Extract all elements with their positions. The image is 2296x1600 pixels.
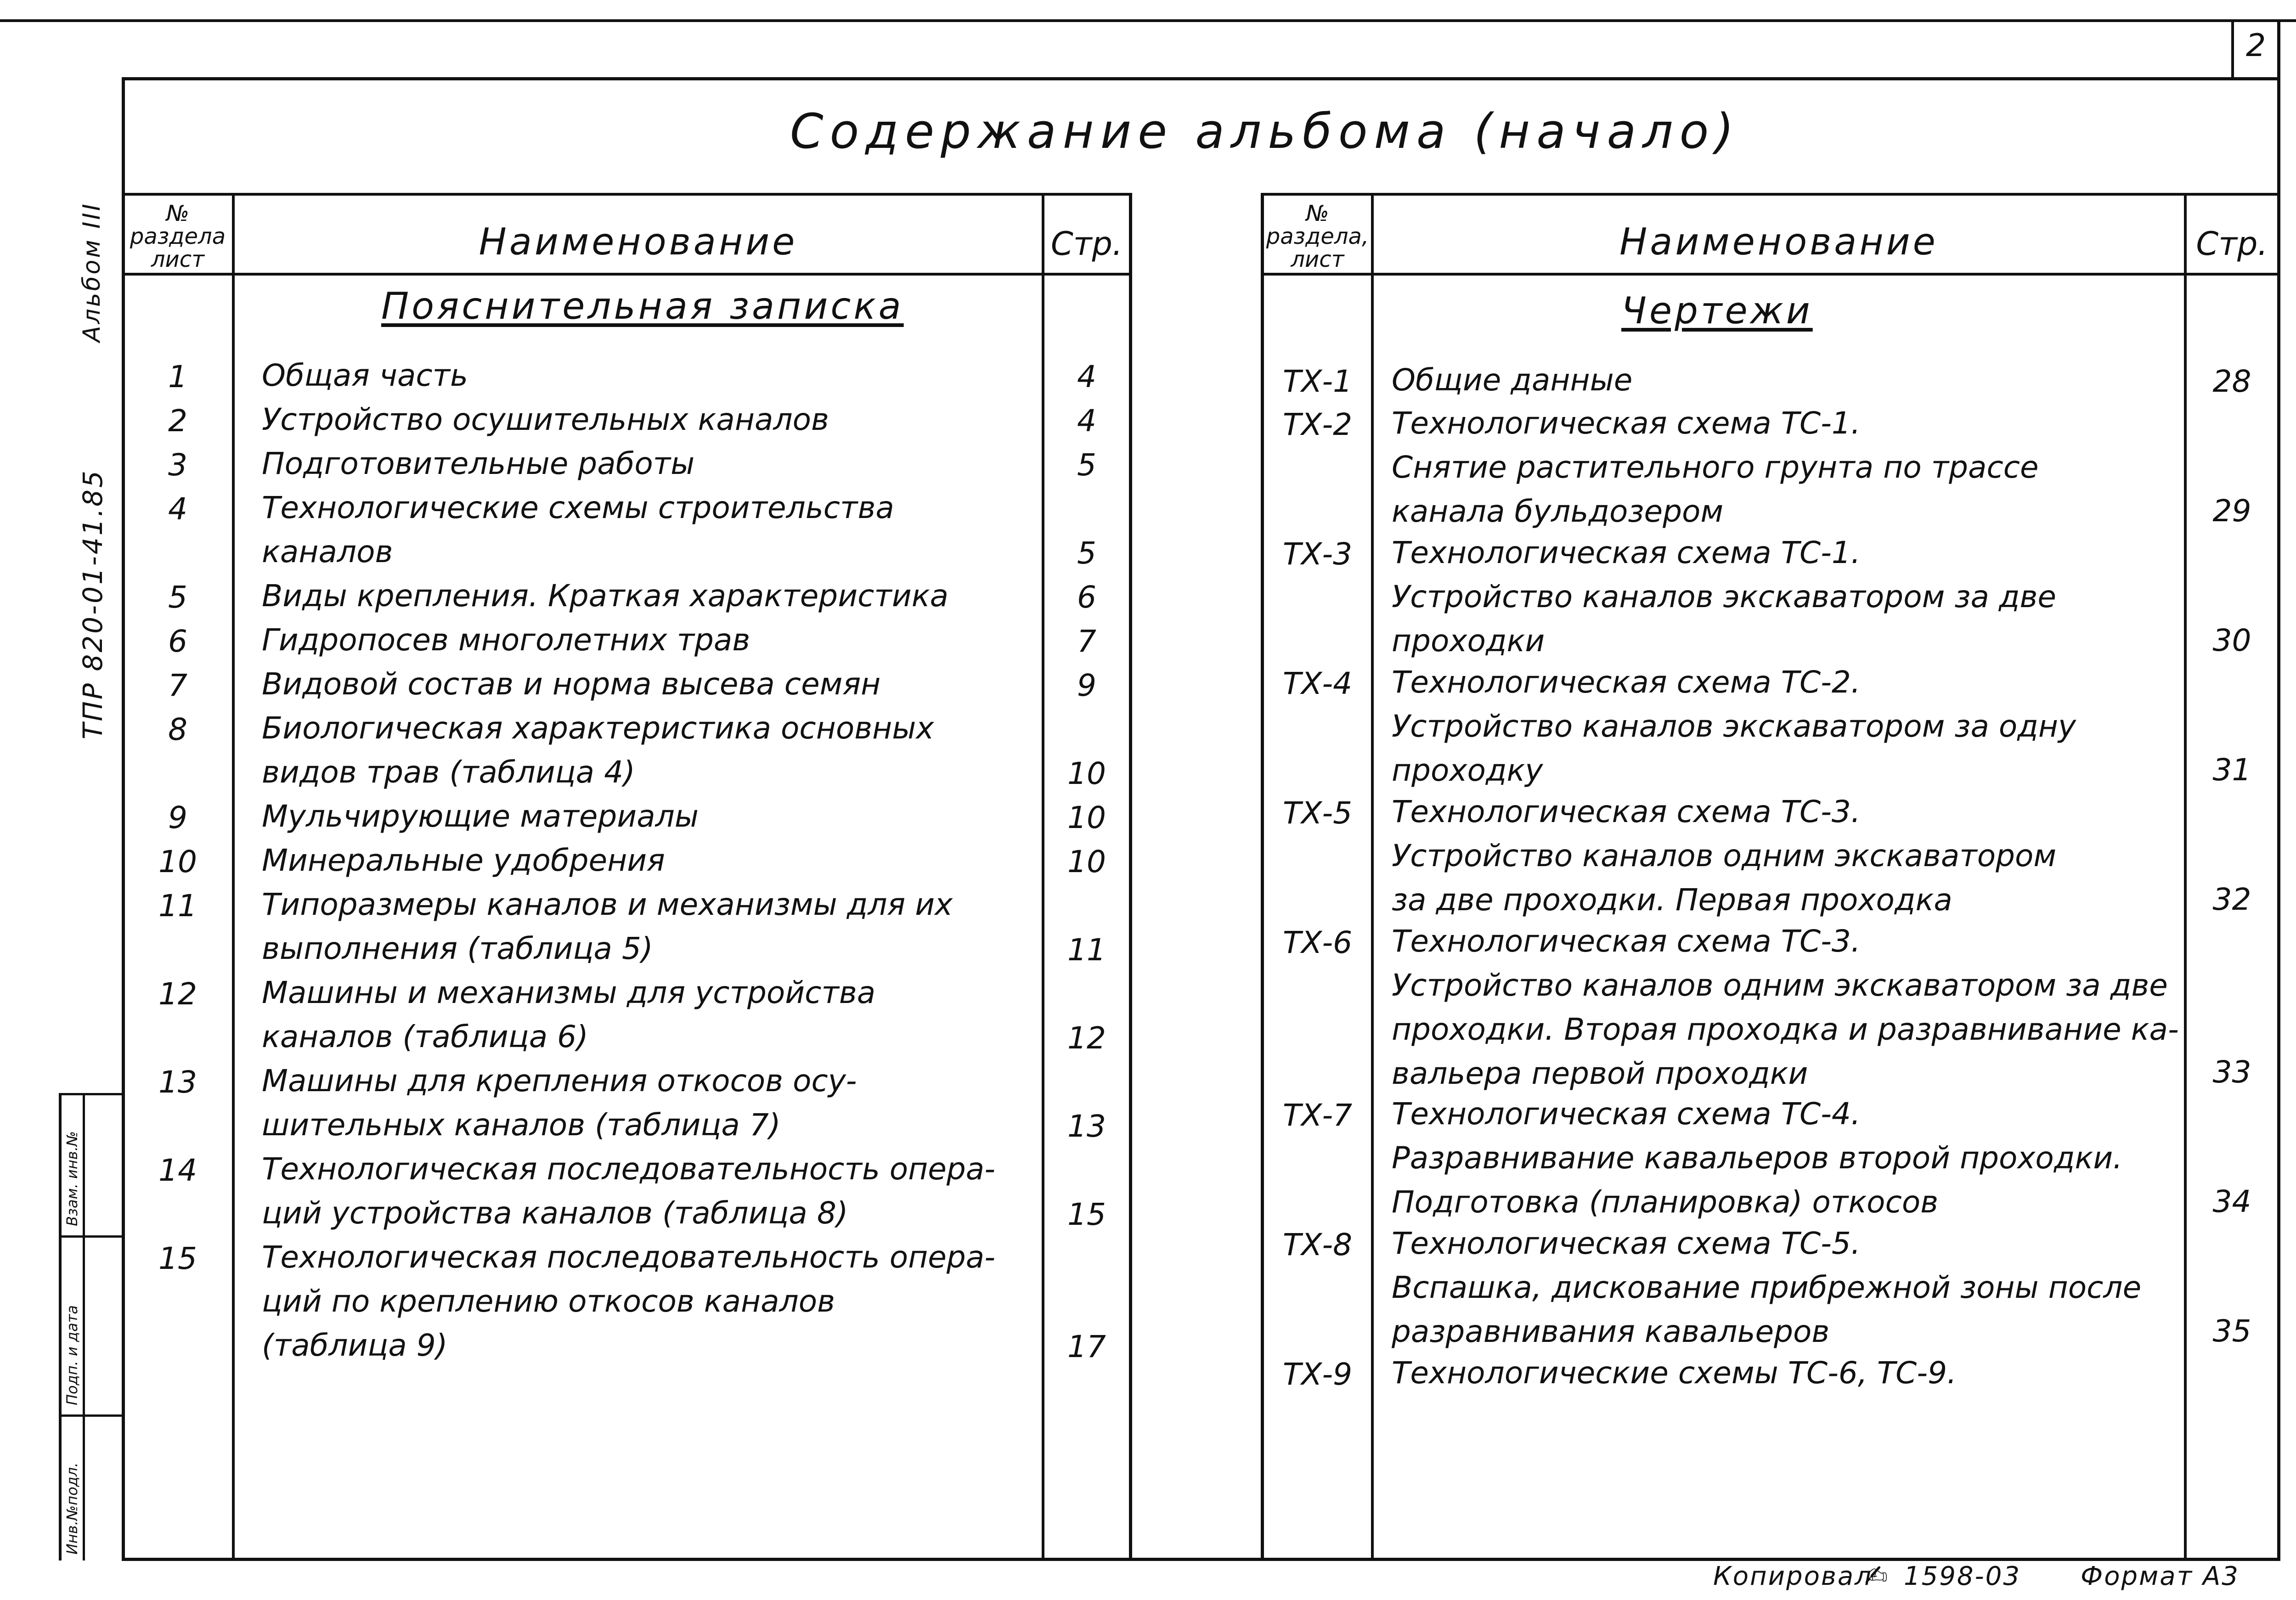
right-header-num: № раздела, лист	[1266, 201, 1369, 272]
album-title: Содержание альбома (начало)	[790, 103, 1740, 159]
row-title-line: каналов (таблица 6)	[262, 1019, 588, 1054]
left-table-right	[1129, 193, 1132, 1559]
row-title	[262, 971, 875, 1059]
row-number: 15	[158, 1241, 197, 1276]
row-title-line: шительных каналов (таблица 7)	[262, 1107, 781, 1143]
row-title	[262, 1147, 995, 1235]
row-title-line: Технологические схемы ТС-6, ТС-9.	[1392, 1355, 1957, 1391]
row-title-line: Общая часть	[262, 358, 468, 393]
row-title-line: Мульчирующие материалы	[262, 799, 699, 834]
row-page: 6	[1077, 580, 1096, 615]
footer-copied: Копировал	[1713, 1561, 1873, 1591]
left-table-col-1	[232, 193, 235, 1559]
row-title-line: Виды крепления. Краткая характеристика	[262, 578, 949, 614]
frame-bottom	[122, 1558, 2280, 1561]
row-title-line: вальера первой проходки	[1392, 1056, 1808, 1091]
signature: ✍	[1865, 1560, 1890, 1592]
stamp-outer-left	[59, 1093, 62, 1561]
stamp-top	[59, 1093, 123, 1095]
row-title-line: Технологическая последовательность опера-	[262, 1151, 996, 1187]
row-number: ТХ-1	[1282, 364, 1353, 399]
row-title	[1392, 358, 1632, 402]
row-page: 5	[1077, 535, 1096, 571]
row-title-line: (таблица 9)	[262, 1328, 448, 1363]
stamp-row-1	[59, 1235, 123, 1238]
row-title-line: Технологическая схема ТС-2.	[1392, 665, 1861, 700]
title-divider	[122, 193, 1132, 196]
row-title-line: Видовой состав и норма высева семян	[262, 666, 881, 702]
row-number: 1	[168, 359, 187, 394]
row-page: 32	[2212, 882, 2251, 917]
right-table-col-1	[1371, 193, 1374, 1559]
row-title-line: Подготовительные работы	[262, 446, 695, 481]
row-page: 35	[2212, 1313, 2251, 1349]
row-number: ТХ-6	[1282, 925, 1353, 960]
row-number: 6	[168, 624, 187, 659]
row-title	[262, 839, 665, 883]
row-page: 11	[1067, 932, 1106, 968]
row-title	[262, 1235, 995, 1368]
row-title-line: Разравнивание кавальеров второй проходки.	[1392, 1140, 2123, 1176]
row-title	[1392, 531, 2056, 663]
row-title-line: разравнивания кавальеров	[1392, 1314, 1830, 1349]
row-page: 10	[1067, 844, 1106, 879]
row-title	[1392, 1351, 1957, 1395]
row-title-line: Технологическая схема ТС-1.	[1392, 535, 1861, 570]
row-number: ТХ-4	[1282, 666, 1353, 701]
row-number: 13	[158, 1065, 197, 1100]
row-number: 14	[158, 1153, 197, 1188]
row-page: 33	[2212, 1054, 2251, 1090]
row-title	[262, 706, 934, 794]
row-title	[262, 662, 880, 706]
row-title	[1392, 401, 2039, 534]
row-title-line: Подготовка (планировка) откосов	[1392, 1184, 1939, 1220]
row-title	[1392, 1092, 2122, 1224]
row-page: 34	[2212, 1184, 2251, 1219]
row-title-line: проходку	[1392, 753, 1543, 788]
row-title	[262, 354, 468, 398]
row-page: 13	[1067, 1109, 1106, 1144]
row-title	[262, 794, 699, 839]
left-section-title: Пояснительная записка	[381, 285, 904, 327]
row-title-line: Устройство каналов одним экскаватором	[1392, 838, 2057, 873]
row-title-line: Устройство осушительных каналов	[262, 402, 829, 437]
side-album-label: Альбом III	[78, 202, 106, 342]
row-number: ТХ-7	[1282, 1098, 1353, 1133]
row-number: 9	[168, 800, 187, 835]
row-title-line: Технологическая схема ТС-5.	[1392, 1226, 1861, 1261]
row-page: 28	[2212, 364, 2251, 399]
row-number: 12	[158, 976, 197, 1012]
stamp-inv-podl: Инв.№подл.	[63, 1462, 81, 1555]
row-page: 12	[1067, 1020, 1106, 1056]
row-title-line: Типоразмеры каналов и механизмы для их	[262, 887, 953, 922]
footer-number: 1598-03	[1904, 1561, 2021, 1591]
row-page: 9	[1077, 668, 1096, 703]
row-page: 17	[1067, 1329, 1106, 1364]
page-number: 2	[2246, 28, 2266, 64]
row-number: 5	[168, 580, 187, 615]
page-num-box-left	[2231, 19, 2234, 79]
row-number: 2	[168, 403, 187, 439]
row-title-line: канала бульдозером	[1392, 494, 1724, 529]
row-page: 31	[2212, 752, 2251, 788]
stamp-podp-data: Подп. и дата	[63, 1305, 81, 1405]
left-table-header-bottom	[122, 273, 1132, 276]
row-title-line: Минеральные удобрения	[262, 843, 665, 878]
row-title-line: Вспашка, дискование прибрежной зоны после	[1392, 1270, 2142, 1305]
row-title	[262, 486, 894, 574]
row-title-line: Устройство каналов одним экскаватором за две	[1392, 968, 2168, 1003]
row-title-line: выполнения (таблица 5)	[262, 931, 653, 966]
row-title-line: Машины для крепления откосов осу-	[262, 1063, 857, 1099]
row-number: 10	[158, 844, 197, 879]
row-page: 29	[2212, 493, 2251, 529]
row-title-line: Гидропосев многолетних трав	[262, 622, 750, 658]
frame-top	[122, 77, 2280, 80]
row-page: 10	[1067, 756, 1106, 791]
frame-left	[122, 77, 125, 1561]
row-title-line: Снятие растительного грунта по трассе	[1392, 450, 2039, 485]
right-table-left	[1261, 193, 1264, 1559]
row-title	[262, 442, 694, 486]
row-number: 7	[168, 668, 187, 703]
row-title-line: Общие данные	[1392, 362, 1633, 398]
row-title-line: ций устройства каналов (таблица 8)	[262, 1195, 848, 1231]
left-header-num: № раздела лист	[130, 201, 226, 272]
row-title-line: проходки	[1392, 623, 1545, 659]
left-header-name: Наименование	[479, 220, 798, 263]
right-table-header-bottom	[1261, 273, 2280, 276]
row-title-line: проходки. Вторая проходка и разравнивание ка-	[1392, 1012, 2179, 1047]
row-title	[262, 574, 948, 618]
side-drawing-code: ТПР 820-01-41.85	[77, 469, 108, 739]
row-number: 4	[168, 491, 187, 527]
row-page: 4	[1077, 359, 1096, 394]
row-title-line: Биологическая характеристика основных	[262, 710, 934, 746]
row-title	[1392, 1222, 2141, 1354]
right-header-page: Стр.	[2196, 225, 2268, 263]
row-title-line: Технологическая схема ТС-3.	[1392, 924, 1861, 959]
row-page: 10	[1067, 800, 1106, 835]
row-title-line: Технологическая схема ТС-3.	[1392, 794, 1861, 829]
top-border-line	[0, 19, 2296, 22]
right-header-name: Наименование	[1619, 220, 1938, 263]
left-header-page: Стр.	[1050, 225, 1123, 263]
row-page: 7	[1077, 624, 1096, 659]
row-title-line: Технологическая схема ТС-1.	[1392, 406, 1861, 441]
footer-format: Формат А3	[2081, 1561, 2240, 1591]
title-divider-right	[1261, 193, 2280, 196]
row-title	[262, 618, 750, 662]
row-page: 15	[1067, 1197, 1106, 1232]
row-title	[1392, 660, 2076, 793]
row-title-line: Технологическая схема ТС-4.	[1392, 1096, 1861, 1132]
row-number: ТХ-9	[1282, 1357, 1353, 1392]
row-title-line: видов трав (таблица 4)	[262, 755, 635, 790]
row-number: ТХ-5	[1282, 795, 1353, 831]
row-title	[1392, 919, 2179, 1096]
row-title-line: Технологическая последовательность опера-	[262, 1239, 996, 1275]
row-number: ТХ-8	[1282, 1227, 1353, 1262]
stamp-vzam-inv: Взам. инв.№	[63, 1131, 81, 1226]
row-title-line: за две проходки. Первая проходка	[1392, 882, 1952, 918]
row-number: ТХ-3	[1282, 536, 1353, 572]
row-number: 11	[158, 888, 197, 924]
row-number: 3	[168, 447, 187, 483]
row-page: 4	[1077, 403, 1096, 439]
row-title-line: ций по креплению откосов каналов	[262, 1284, 835, 1319]
right-section-title: Чертежи	[1621, 289, 1813, 332]
row-title	[262, 398, 829, 442]
row-title-line: Технологические схемы строительства	[262, 490, 894, 525]
row-title	[1392, 790, 2056, 922]
stamp-row-2	[59, 1414, 123, 1417]
row-title-line: Устройство каналов экскаватором за две	[1392, 579, 2057, 614]
stamp-col-divider	[83, 1093, 85, 1561]
row-title	[262, 1059, 857, 1147]
row-title-line: каналов	[262, 534, 393, 569]
row-page: 5	[1077, 447, 1096, 483]
row-number: 8	[168, 712, 187, 747]
row-number: ТХ-2	[1282, 407, 1353, 442]
row-title-line: Устройство каналов экскаватором за одну	[1392, 709, 2076, 744]
row-title-line: Машины и механизмы для устройства	[262, 975, 876, 1010]
frame-right	[2277, 19, 2280, 1561]
row-title	[262, 883, 953, 971]
row-page: 30	[2212, 623, 2251, 658]
